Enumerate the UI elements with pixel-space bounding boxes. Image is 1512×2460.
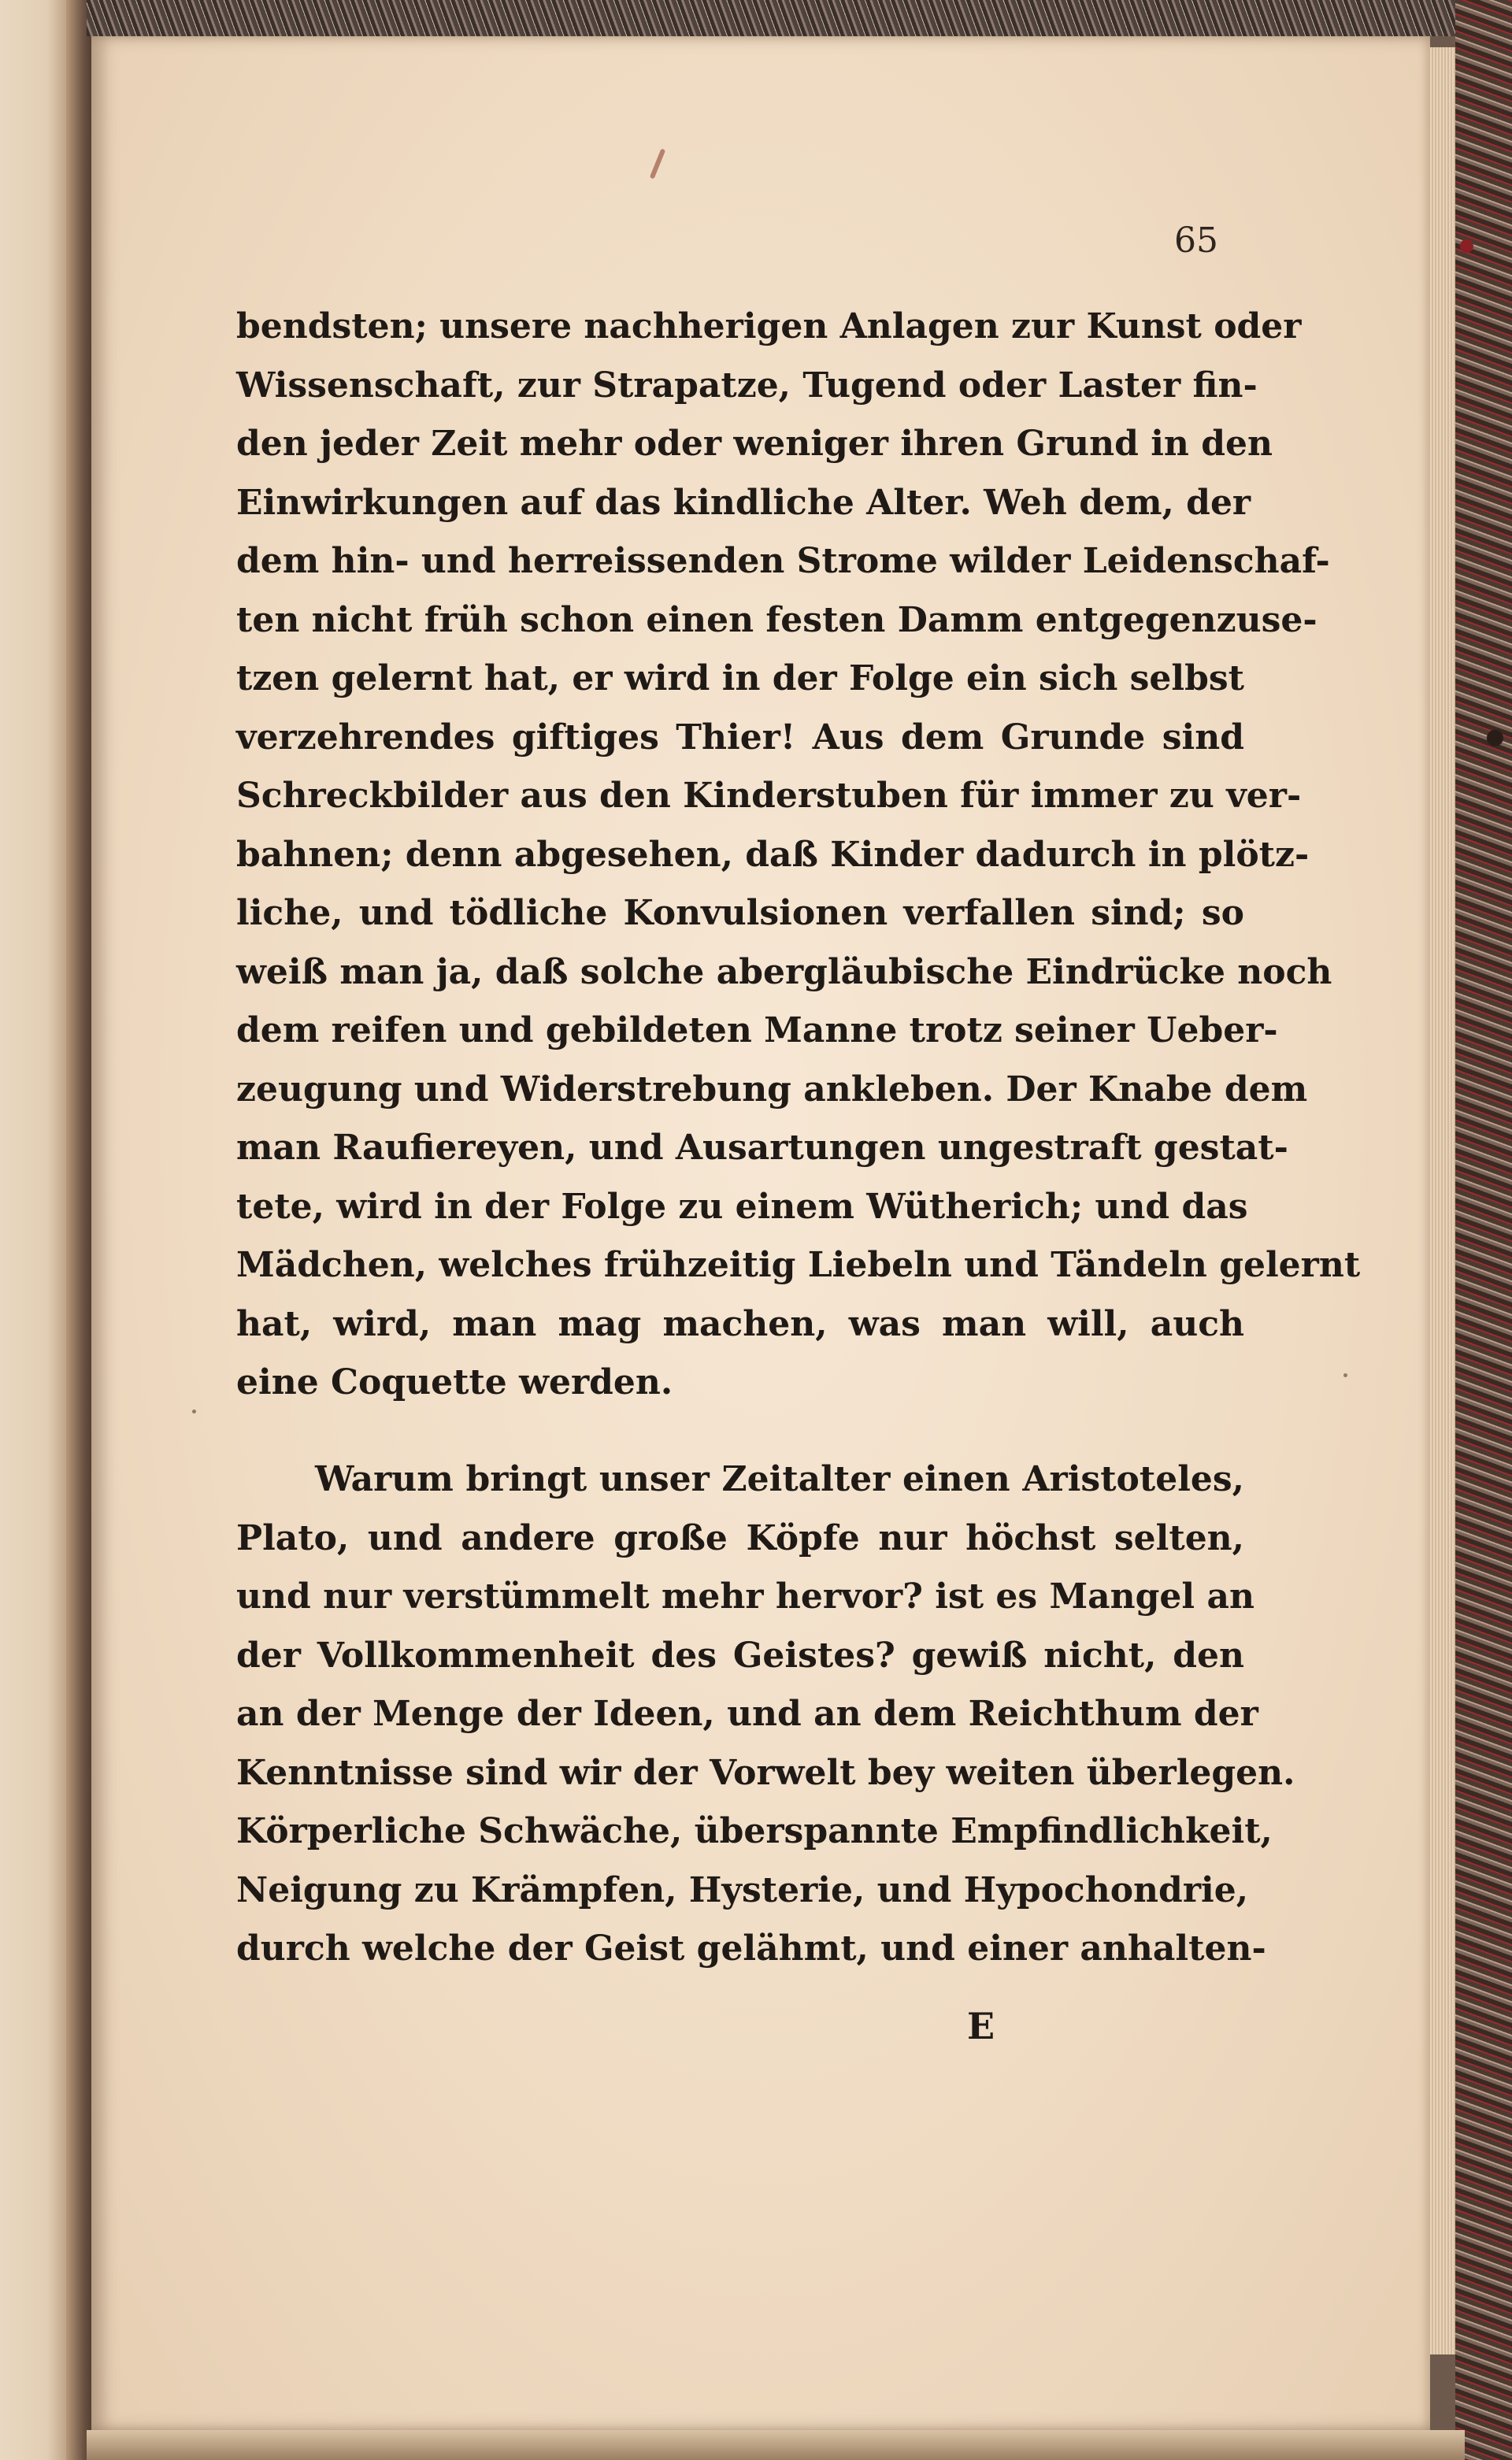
page-number: 65 (1174, 220, 1218, 261)
text-line: eine Coquette werden. (236, 1362, 673, 1402)
text-line: liche, und tödliche Konvulsionen verfallen sind; so (236, 893, 1244, 933)
text-line: Körperliche Schwäche, überspannte Empfindlichkeit, (236, 1811, 1273, 1851)
text-line: durch welche der Geist gelähmt, und einer anhalten- (236, 1928, 1266, 1969)
text-line: Kenntnisse sind wir der Vorwelt bey weiten überlegen. (236, 1752, 1295, 1793)
marbled-cover-board (1455, 0, 1512, 2460)
text-line: zeugung und Widerstrebung ankleben. Der Knabe dem (236, 1069, 1308, 1110)
text-line: Einwirkungen auf das kindliche Alter. Weh dem, der (236, 482, 1251, 523)
text-line: dem hin- und herreissenden Strome wilder Leidenschaf- (236, 541, 1330, 581)
text-line: dem reifen und gebildeten Manne trotz seiner Ueber- (236, 1010, 1278, 1050)
ink-speck (192, 1410, 196, 1413)
text-line: bahnen; denn abgesehen, daß Kinder dadurch in plötz- (236, 834, 1310, 875)
text-line: an der Menge der Ideen, und an dem Reichthum der (236, 1694, 1258, 1734)
text-line: hat, wird, man mag machen, was man will, auch (236, 1303, 1244, 1344)
page-bottom-edge (87, 2430, 1465, 2460)
text-line: den jeder Zeit mehr oder weniger ihren Grund in den (236, 424, 1273, 464)
text-line: Wissenschaft, zur Strapatze, Tugend oder Laster fin- (236, 365, 1258, 406)
cover-board-top (87, 0, 1465, 36)
text-line: tzen gelernt hat, er wird in der Folge ein sich selbst (236, 658, 1244, 698)
text-line: ten nicht früh schon einen festen Damm entgegenzuse- (236, 599, 1317, 640)
paragraph-1 (236, 298, 1361, 1413)
text-line: Neigung zu Krämpfen, Hysterie, und Hypochondrie, (236, 1869, 1249, 1910)
text-line: tete, wird in der Folge zu einem Wütherich; und das (236, 1186, 1248, 1227)
text-line: Plato, und andere große Köpfe nur höchst selten, (236, 1517, 1244, 1558)
text-line: bendsten; unsere nachherigen Anlagen zur Kunst oder (236, 306, 1302, 346)
text-line: und nur verstümmelt mehr hervor? ist es Mangel an (236, 1576, 1254, 1617)
text-line: Mädchen, welches frühzeitig Liebeln und Tändeln gelernt (236, 1245, 1361, 1285)
text-line: der Vollkommenheit des Geistes? gewiß nicht, den (236, 1635, 1244, 1676)
text-line: verzehrendes giftiges Thier! Aus dem Grunde sind (236, 717, 1244, 758)
text-line: weiß man ja, daß solche abergläubische Eindrücke noch (236, 951, 1332, 992)
ink-speck (1343, 1373, 1347, 1377)
paragraph-2 (236, 1450, 1295, 1979)
text-line: Schreckbilder aus den Kinderstuben für immer zu ver- (236, 776, 1302, 816)
text-line: Warum bringt unser Zeitalter einen Aristoteles, (315, 1459, 1244, 1499)
text-line: man Raufiereyen, und Ausartungen ungestraft gestat- (236, 1128, 1288, 1168)
catchword: E (967, 2005, 995, 2047)
